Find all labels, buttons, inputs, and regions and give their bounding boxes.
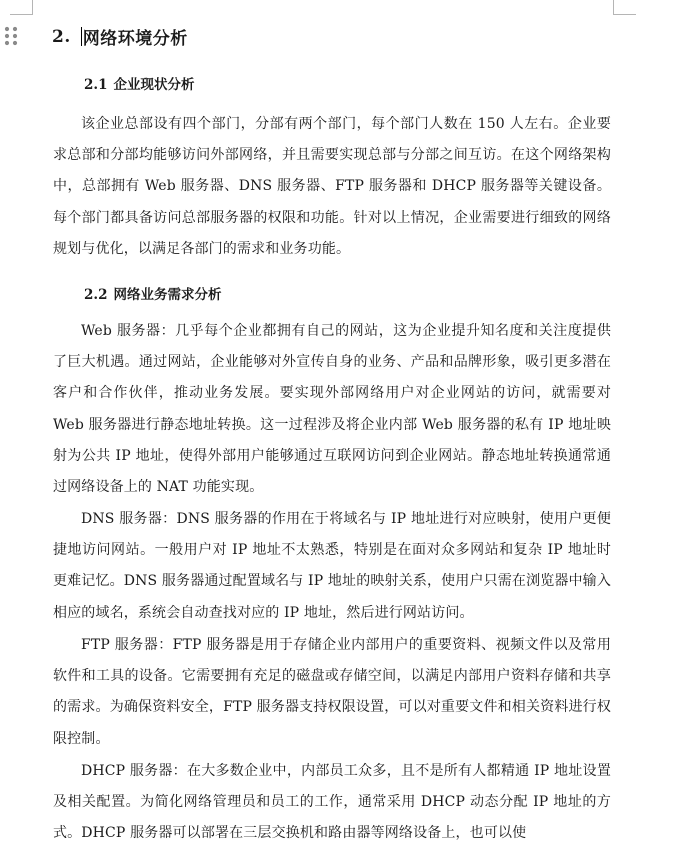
section-number: 2. xyxy=(52,26,71,47)
subsection-title: 网络业务需求分析 xyxy=(113,287,222,303)
paragraph-dhcp-server[interactable]: DHCP 服务器：在大多数企业中，内部员工众多，且不是所有人都精通 IP 地址设置及相关配置。为简化网络管理员和员工的工作，通常采用 DHCP 动态分配 IP 地址的方式。DHCP 服务器可以部署在三层交换机和路由器等网络设备上，也可以使 xyxy=(53,763,611,842)
text-cursor xyxy=(81,27,82,46)
paragraph-ftp-server[interactable]: FTP 服务器：FTP 服务器是用于存储企业内部用户的重要资料、视频文件以及常用软件和工具的设备。它需要拥有充足的磁盘或存储空间，以满足内部用户资料存储和共享的需求。为确保资料安全，FTP 服务器支持权限设置，可以对重要文件和相关资料进行权限控制。 xyxy=(53,637,611,747)
page-corner-mark-left xyxy=(10,0,33,15)
subsection-heading-2-1[interactable] xyxy=(84,73,195,93)
drag-handle-icon[interactable] xyxy=(4,26,18,46)
page-corner-mark-right xyxy=(613,0,636,15)
paragraph-company-status[interactable]: 该企业总部设有四个部门，分部有两个部门，每个部门人数在 150 人左右。企业要求总部和分部均能够访问外部网络，并且需要实现总部与分部之间互访。在这个网络架构中，总部拥有 Web 服务器、DNS 服务器、FTP 服务器和 DHCP 服务器等关键设备。每个部门都具备访问总部服务器的权限和功能。针对以上情况，企业需要进行细致的网络规划与优化，以满足各部门的需求和业务功能。 xyxy=(53,116,611,257)
section-heading[interactable] xyxy=(52,24,188,49)
subsection-heading-2-2[interactable] xyxy=(84,283,222,303)
subsection-number: 2.1 xyxy=(84,77,108,93)
paragraph-dns-server[interactable]: DNS 服务器：DNS 服务器的作用在于将域名与 IP 地址进行对应映射，使用户更便捷地访问网站。一般用户对 IP 地址不太熟悉，特别是在面对众多网站和复杂 IP 地址时更难记忆。DNS 服务器通过配置域名与 IP 地址的映射关系，使用户只需在浏览器中输入相应的域名，系统会自动查找对应的 IP 地址，然后进行网站访问。 xyxy=(53,511,611,621)
subsection-number: 2.2 xyxy=(84,287,108,303)
section-title: 网络环境分析 xyxy=(82,29,188,49)
paragraph-web-server[interactable]: Web 服务器：几乎每个企业都拥有自己的网站，这为企业提升知名度和关注度提供了巨大机遇。通过网站，企业能够对外宣传自身的业务、产品和品牌形象，吸引更多潜在客户和合作伙伴，推动业务发展。要实现外部网络用户对企业网站的访问，就需要对 Web 服务器进行静态地址转换。这一过程涉及将企业内部 Web 服务器的私有 IP 地址映射为公共 IP 地址，使得外部用户能够通过互联网访问到企业网站。静态地址转换通常通过网络设备上的 NAT 功能实现。 xyxy=(53,323,611,496)
subsection-title: 企业现状分析 xyxy=(113,77,195,93)
